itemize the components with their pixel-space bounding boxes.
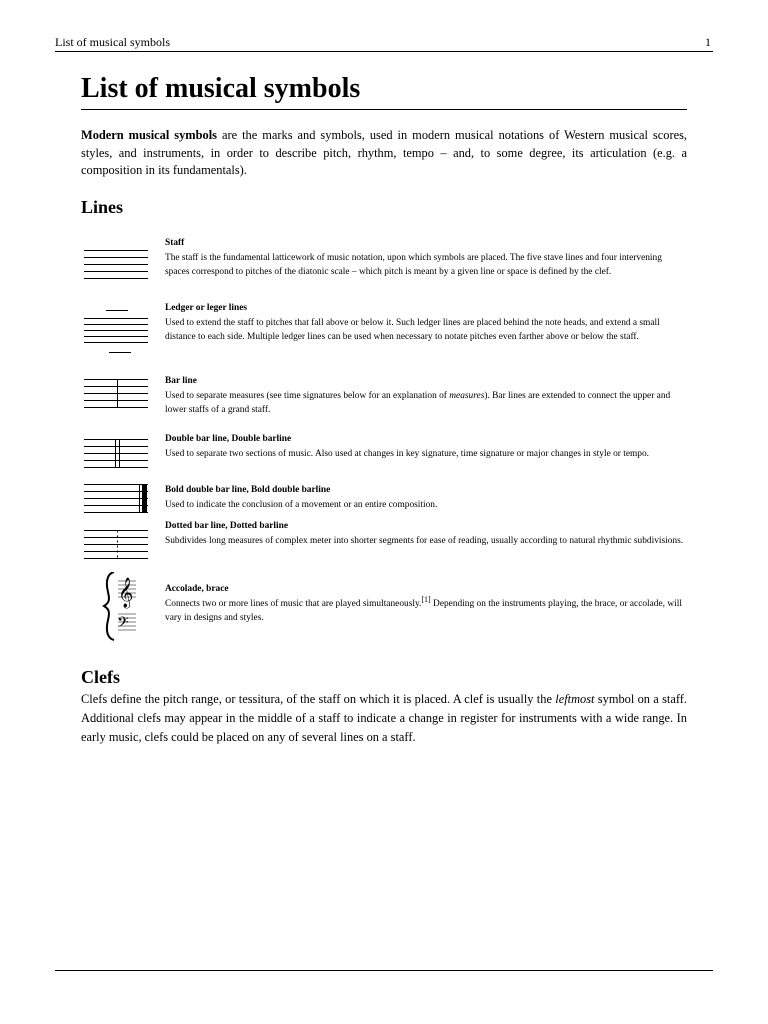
ledger-lines-icon — [84, 301, 154, 361]
clefs-text-start: Clefs define the pitch range, or tessitura, of the staff on which it is placed. A clef is usually the — [81, 692, 556, 706]
symbol-bold-double-bar-line — [81, 483, 687, 519]
accolade-brace-icon — [84, 572, 154, 642]
dotted-bar-line-icon — [84, 519, 154, 563]
running-header — [55, 36, 713, 52]
section-heading-clefs: Clefs — [81, 667, 120, 687]
symbol-name: Bar line — [165, 376, 197, 386]
symbol-bar-line — [81, 374, 687, 416]
symbol-double-bar-line — [81, 432, 687, 476]
bar-line-icon — [84, 374, 154, 416]
symbol-description-start: Used to separate measures (see time signatures below for an explanation of — [165, 390, 450, 401]
treble-clef-icon: 𝄞 — [118, 578, 134, 608]
citation-link[interactable]: [1] — [421, 594, 431, 604]
symbol-name: Accolade, brace — [165, 584, 229, 594]
symbol-accolade-brace — [81, 572, 687, 642]
symbol-description-emphasis: measures — [449, 390, 485, 401]
symbol-name: Staff — [165, 238, 185, 248]
symbol-description-start: Connects two or more lines of music that are played simultaneously. — [165, 598, 422, 609]
clefs-paragraph — [81, 690, 687, 747]
symbol-description: Used to indicate the conclusion of a movement or an entire composition. — [165, 499, 438, 510]
staff-icon — [84, 247, 154, 297]
symbol-dotted-bar-line — [81, 519, 687, 563]
clefs-text-emphasis: leftmost — [555, 692, 595, 706]
section-heading-lines: Lines — [81, 197, 124, 217]
page-number: 1 — [705, 35, 711, 49]
symbol-name: Ledger or leger lines — [165, 303, 248, 313]
symbol-description: Subdivides long measures of complex meter into shorter segments for ease of reading, usually according to natural rhythmic subdivisions. — [165, 535, 684, 546]
double-bar-line-icon — [84, 432, 154, 476]
bold-double-bar-line-icon — [84, 483, 154, 519]
article-content — [81, 72, 687, 744]
intro-text: are the marks and symbols, used in modern musical notations of Western musical scores, styles, and instruments, in order to describe pitch, rhythm, tempo – and, to some degree, its articulation (e.g. a composition in its fundamentals). — [81, 128, 687, 178]
clefs-text-end: symbol on a staff. Additional clefs may appear in the middle of a staff to indicate a change in register for instruments with a wide range. In early music, clefs could be placed on any of several lines on a staff. — [81, 692, 687, 744]
running-title: List of musical symbols — [55, 35, 170, 49]
symbol-ledger-lines — [81, 301, 687, 363]
symbol-description: Used to separate two sections of music. Also used at changes in key signature, time signature or major changes in style or tempo. — [165, 448, 649, 459]
intro-paragraph — [81, 127, 687, 180]
symbol-name: Double bar line, Double barline — [165, 434, 292, 444]
footer-rule — [55, 970, 713, 971]
symbol-description: The staff is the fundamental latticework of music notation, upon which symbols are placed. The five stave lines and four intervening spaces correspond to pitches of the diatonic scale – which pitch is meant by a given line or space is defined by the clef. — [165, 252, 662, 277]
symbol-description-end: Depending on the instruments playing, the brace, or accolade, will vary in designs and styles. — [165, 598, 682, 623]
symbol-name: Bold double bar line, Bold double barline — [165, 485, 331, 495]
symbol-staff — [81, 236, 687, 292]
intro-bold-lead: Modern musical symbols — [81, 128, 217, 142]
symbol-description: Used to extend the staff to pitches that fall above or below it. Such ledger lines are placed behind the note heads, and extend a small distance to each side. Multiple ledger lines can be used when necessary to notate pitches even farther above or below the staff. — [165, 317, 660, 342]
symbol-description-end: ). Bar lines are extended to connect the upper and lower staffs of a grand staff. — [165, 390, 671, 415]
symbol-name: Dotted bar line, Dotted barline — [165, 521, 288, 531]
page-title: List of musical symbols — [81, 72, 687, 110]
bass-clef-icon: 𝄢 — [117, 614, 129, 635]
